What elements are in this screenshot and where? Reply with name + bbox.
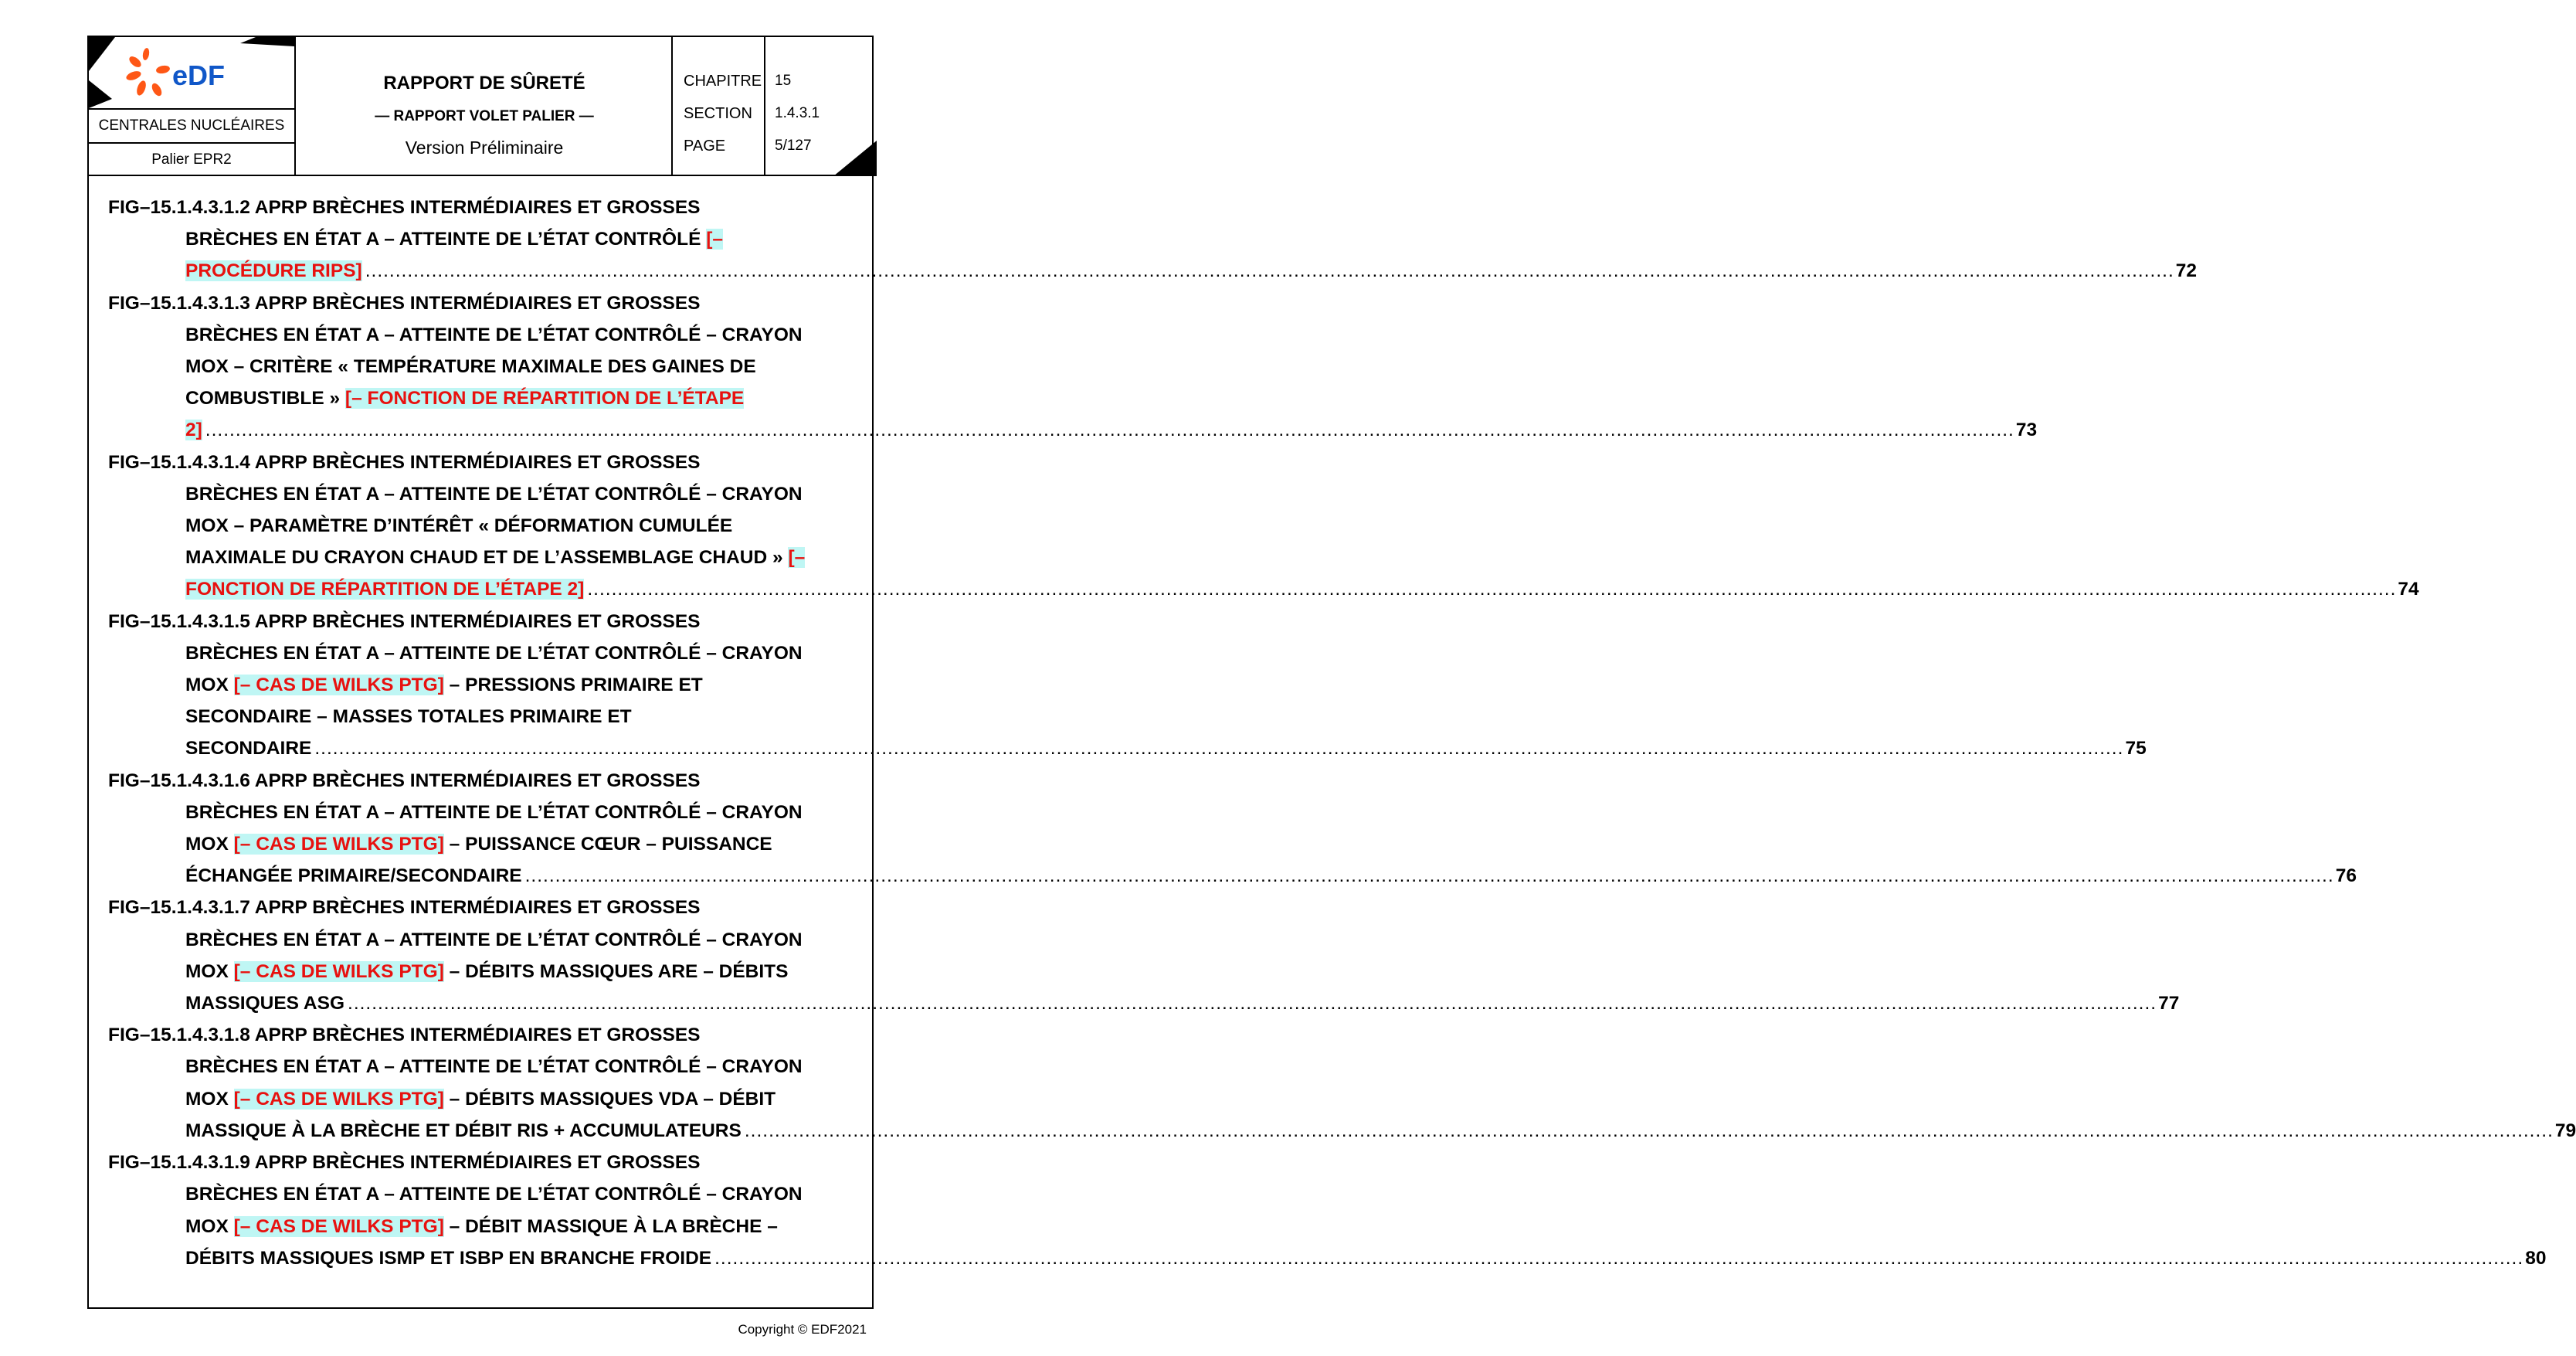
report-subtitle: — RAPPORT VOLET PALIER —	[375, 108, 594, 124]
document-header	[87, 36, 874, 176]
toc-text: FIG–15.1.4.3.1.7 APRP BRÈCHES INTERMÉDIAIRES ET GROSSES	[108, 897, 701, 919]
toc-line	[108, 478, 838, 510]
toc-entry[interactable]	[108, 1019, 2576, 1147]
toc-text: MOX	[185, 1215, 234, 1237]
copyright: Copyright © EDF2021	[738, 1322, 867, 1337]
toc-line	[108, 287, 838, 319]
toc-line	[108, 797, 838, 828]
toc-line	[108, 732, 2147, 764]
toc-leader-dots: ............................................................................................................................................................................................................................................................................................................	[348, 993, 2157, 1014]
section-value: 1.4.3.1	[775, 105, 820, 121]
toc-text: BRÈCHES EN ÉTAT A – ATTEINTE DE L’ÉTAT CONTRÔLÉ – CRAYON	[185, 929, 803, 950]
toc-text: BRÈCHES EN ÉTAT A – ATTEINTE DE L’ÉTAT CONTRÔLÉ – CRAYON	[185, 483, 803, 505]
toc-leader-dots: ............................................................................................................................................................................................................................................................................................................	[314, 738, 2124, 760]
toc-line	[108, 319, 838, 351]
toc-text: – DÉBITS MASSIQUES ARE – DÉBITS	[443, 960, 789, 982]
toc-text: MOX	[185, 960, 234, 982]
toc-text: MASSIQUES ASG	[185, 993, 345, 1014]
toc-text: MASSIQUE À LA BRÈCHE ET DÉBIT RIS + ACCUMULATEURS	[185, 1120, 742, 1141]
toc-text: MOX	[185, 1088, 234, 1110]
report-title: RAPPORT DE SÛRETÉ	[383, 73, 585, 93]
toc-text: – PUISSANCE CŒUR – PUISSANCE	[443, 834, 772, 855]
toc-highlight-text: [–	[788, 547, 806, 569]
toc-line	[108, 382, 838, 414]
toc-leader-dots: ............................................................................................................................................................................................................................................................................................................	[365, 260, 2174, 282]
toc-line	[108, 1019, 838, 1051]
toc-page-number: 72	[2175, 260, 2198, 282]
toc-highlight-text: [– CAS DE WILKS PTG]	[233, 1215, 444, 1237]
toc-line	[108, 1051, 838, 1082]
page-value: 5/127	[775, 138, 812, 154]
toc-page-number: 73	[2015, 420, 2038, 441]
toc-line	[108, 542, 838, 573]
toc-text: – PRESSIONS PRIMAIRE ET	[443, 675, 703, 696]
toc-text: MAXIMALE DU CRAYON CHAUD ET DE L’ASSEMBLAGE CHAUD »	[185, 547, 789, 569]
toc-text: FIG–15.1.4.3.1.4 APRP BRÈCHES INTERMÉDIAIRES ET GROSSES	[108, 451, 701, 473]
toc-text: BRÈCHES EN ÉTAT A – ATTEINTE DE L’ÉTAT CONTRÔLÉ – CRAYON	[185, 1056, 803, 1078]
report-version: Version Préliminaire	[405, 138, 564, 158]
toc-entry[interactable]	[108, 606, 2147, 765]
toc-entry[interactable]	[108, 1147, 2547, 1274]
chapitre-value: 15	[775, 73, 792, 89]
toc-line	[108, 828, 838, 860]
toc-highlight-text: [– CAS DE WILKS PTG]	[233, 675, 444, 696]
toc-leader-dots: ............................................................................................................................................................................................................................................................................................................	[524, 865, 2334, 887]
table-of-figures	[108, 192, 2576, 1274]
toc-text: MOX – CRITÈRE « TEMPÉRATURE MAXIMALE DES GAINES DE	[185, 356, 756, 378]
toc-leader-dots: ............................................................................................................................................................................................................................................................................................................	[587, 579, 2397, 600]
toc-leader-dots: ............................................................................................................................................................................................................................................................................................................	[205, 420, 2014, 441]
toc-line	[108, 223, 838, 255]
toc-line	[108, 414, 2038, 446]
toc-leader-dots: ............................................................................................................................................................................................................................................................................................................	[744, 1120, 2554, 1141]
toc-page-number: 80	[2525, 1247, 2547, 1269]
toc-line	[108, 192, 838, 223]
toc-text: BRÈCHES EN ÉTAT A – ATTEINTE DE L’ÉTAT CONTRÔLÉ – CRAYON	[185, 324, 803, 345]
title-block	[296, 37, 673, 176]
toc-leader-dots: ............................................................................................................................................................................................................................................................................................................	[714, 1247, 2524, 1269]
toc-line	[108, 924, 838, 956]
chapitre-label: CHAPITRE	[684, 73, 762, 90]
toc-line	[108, 351, 838, 382]
toc-line	[108, 510, 838, 542]
organization-label: CENTRALES NUCLÉAIRES	[89, 108, 294, 142]
toc-text: BRÈCHES EN ÉTAT A – ATTEINTE DE L’ÉTAT CONTRÔLÉ	[185, 229, 707, 250]
toc-text: ÉCHANGÉE PRIMAIRE/SECONDAIRE	[185, 865, 522, 887]
logo-text: eDF	[172, 59, 226, 91]
toc-line	[108, 637, 838, 669]
toc-highlight-text: PROCÉDURE RIPS]	[185, 260, 362, 282]
toc-text: MOX	[185, 675, 234, 696]
toc-line	[108, 1147, 838, 1178]
toc-page-number: 79	[2554, 1120, 2576, 1141]
toc-line	[108, 255, 2198, 287]
palier-label: Palier EPR2	[89, 142, 294, 176]
toc-page-number: 74	[2398, 579, 2419, 600]
toc-highlight-text: FONCTION DE RÉPARTITION DE L’ÉTAPE 2]	[185, 579, 585, 600]
toc-text: FIG–15.1.4.3.1.8 APRP BRÈCHES INTERMÉDIAIRES ET GROSSES	[108, 1025, 701, 1046]
toc-highlight-text: 2]	[185, 420, 202, 441]
toc-text: SECONDAIRE	[185, 738, 312, 760]
toc-line	[108, 1242, 2547, 1274]
section-label: SECTION	[684, 105, 752, 122]
toc-text: FIG–15.1.4.3.1.5 APRP BRÈCHES INTERMÉDIAIRES ET GROSSES	[108, 610, 701, 632]
toc-entry[interactable]	[108, 287, 2038, 447]
toc-line	[108, 892, 838, 923]
corner-wedge-icon	[846, 141, 877, 176]
toc-page-number: 75	[2125, 738, 2147, 760]
edf-logo	[89, 37, 294, 108]
toc-text: FIG–15.1.4.3.1.2 APRP BRÈCHES INTERMÉDIAIRES ET GROSSES	[108, 197, 701, 218]
toc-line	[108, 701, 838, 732]
toc-line	[108, 1115, 2576, 1147]
toc-text: MOX	[185, 834, 234, 855]
toc-highlight-text: [– CAS DE WILKS PTG]	[233, 834, 444, 855]
toc-entry[interactable]	[108, 765, 2357, 892]
toc-highlight-text: [– CAS DE WILKS PTG]	[233, 1088, 444, 1110]
toc-highlight-text: [– CAS DE WILKS PTG]	[233, 960, 444, 982]
toc-entry[interactable]	[108, 447, 2419, 606]
toc-line	[108, 447, 838, 478]
edf-logo-icon	[89, 37, 294, 108]
toc-line	[108, 1178, 838, 1210]
toc-text: FIG–15.1.4.3.1.9 APRP BRÈCHES INTERMÉDIAIRES ET GROSSES	[108, 1152, 701, 1174]
toc-entry[interactable]	[108, 892, 2180, 1019]
toc-page-number: 77	[2158, 993, 2180, 1014]
toc-line	[108, 1083, 838, 1115]
toc-text: BRÈCHES EN ÉTAT A – ATTEINTE DE L’ÉTAT CONTRÔLÉ – CRAYON	[185, 1184, 803, 1205]
toc-text: MOX – PARAMÈTRE D’INTÉRÊT « DÉFORMATION CUMULÉE	[185, 515, 733, 537]
toc-highlight-text: [– FONCTION DE RÉPARTITION DE L’ÉTAPE	[344, 388, 745, 410]
toc-text: – DÉBIT MASSIQUE À LA BRÈCHE –	[443, 1215, 778, 1237]
toc-text: BRÈCHES EN ÉTAT A – ATTEINTE DE L’ÉTAT CONTRÔLÉ – CRAYON	[185, 642, 803, 664]
toc-text: FIG–15.1.4.3.1.3 APRP BRÈCHES INTERMÉDIAIRES ET GROSSES	[108, 292, 701, 314]
toc-line	[108, 573, 2419, 605]
toc-line	[108, 606, 838, 637]
toc-line	[108, 765, 838, 797]
toc-highlight-text: [–	[706, 229, 724, 250]
toc-text: DÉBITS MASSIQUES ISMP ET ISBP EN BRANCHE FROIDE	[185, 1247, 712, 1269]
toc-text: COMBUSTIBLE »	[185, 388, 345, 410]
toc-page-number: 76	[2335, 865, 2357, 887]
toc-entry[interactable]	[108, 192, 2198, 287]
toc-line	[108, 669, 838, 701]
toc-line	[108, 1211, 838, 1242]
toc-text: BRÈCHES EN ÉTAT A – ATTEINTE DE L’ÉTAT CONTRÔLÉ – CRAYON	[185, 801, 803, 823]
page-label: PAGE	[684, 138, 726, 155]
toc-text: FIG–15.1.4.3.1.6 APRP BRÈCHES INTERMÉDIAIRES ET GROSSES	[108, 770, 701, 791]
toc-line	[108, 860, 2357, 892]
toc-text: – DÉBITS MASSIQUES VDA – DÉBIT	[443, 1088, 776, 1110]
toc-line	[108, 956, 838, 987]
toc-text: SECONDAIRE – MASSES TOTALES PRIMAIRE ET	[185, 706, 632, 728]
toc-line	[108, 987, 2180, 1019]
